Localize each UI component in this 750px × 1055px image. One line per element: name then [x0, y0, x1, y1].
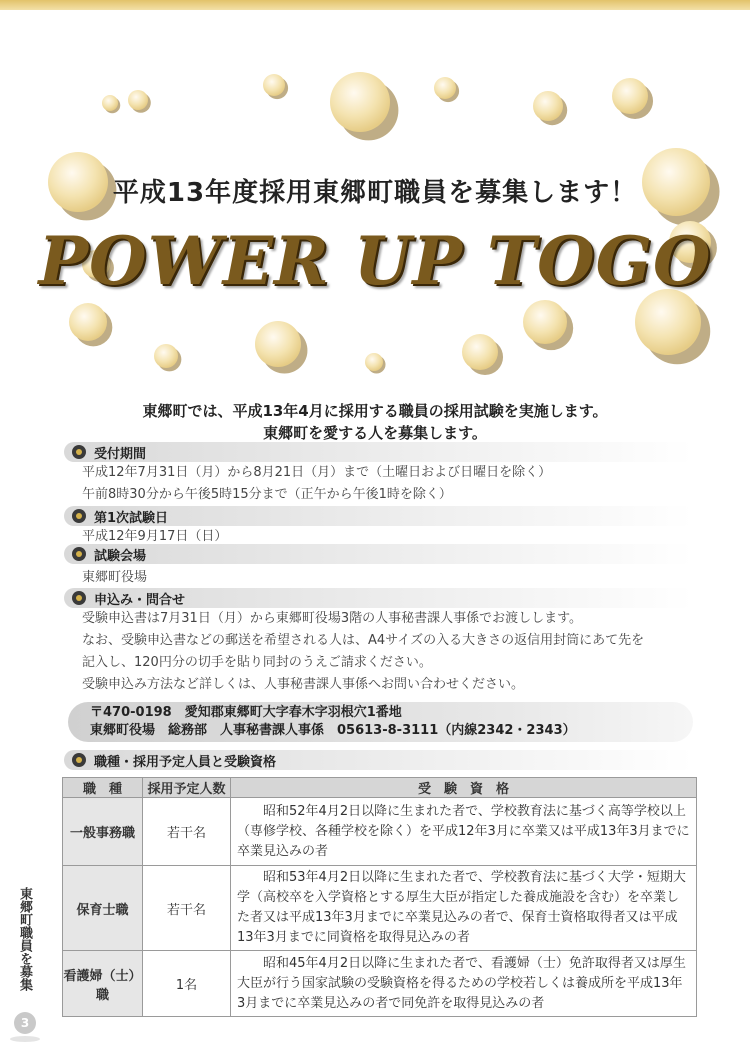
- bubble: [523, 300, 567, 344]
- section-reception: [64, 442, 694, 506]
- qualification-cell: 昭和45年4月2日以降に生まれた者で、看護婦（士）免許取得者又は厚生大臣が行う国家試験の受験資格を得るための学校若しくは養成所を平成13年3月までに卒業見込みの者で同免許を取得見込みの者: [231, 951, 697, 1017]
- top-accent-band: [0, 0, 750, 10]
- table-row: [63, 951, 697, 1017]
- bullet-icon: [72, 509, 86, 523]
- job-cell: 保育士職: [63, 866, 143, 951]
- bubble: [365, 353, 383, 371]
- side-title: 東郷町職員を募集: [17, 887, 32, 991]
- section-line: 平成12年7月31日（月）から8月21日（月）まで（土曜日および日曜日を除く）: [82, 465, 552, 480]
- bubble: [462, 334, 498, 370]
- section-line: なお、受験申込書などの郵送を希望される人は、A4サイズの入る大きさの返信用封筒にあて先を: [82, 633, 645, 648]
- section-title: 第1次試験日: [94, 510, 169, 526]
- section-heading: [64, 442, 694, 462]
- section-heading: [64, 544, 694, 564]
- section-title: 試験会場: [94, 548, 147, 564]
- count-cell: 若干名: [143, 798, 231, 866]
- section-heading: [64, 588, 694, 608]
- bubble: [255, 321, 301, 367]
- section-title: 申込み・問合せ: [94, 592, 186, 608]
- intro-text: [0, 400, 750, 444]
- contact-address: 〒470-0198 愛知郡東郷町大字春木字羽根穴1番地: [90, 705, 402, 720]
- section-apply: [64, 588, 694, 696]
- qualification-cell: 昭和52年4月2日以降に生まれた者で、学校教育法に基づく高等学校以上（専修学校、各種学校を除く）を平成12年3月に卒業又は平成13年3月までに卒業見込みの者: [231, 798, 697, 866]
- job-cell: 一般事務職: [63, 798, 143, 866]
- section-line: 受験申込み方法など詳しくは、人事秘書課人事係へお問い合わせください。: [82, 677, 525, 692]
- table-row: [63, 866, 697, 951]
- bullet-icon: [72, 753, 86, 767]
- bubble: [533, 91, 563, 121]
- qualification-cell: 昭和53年4月2日以降に生まれた者で、学校教育法に基づく大学・短期大学（高校卒を入学資格とする厚生大臣が指定した養成施設を含む）を卒業した者又は平成13年3月までに卒業見込みの者で、保育士資格取得者又は平成13年3月までに同資格を取得見込みの者: [231, 866, 697, 951]
- page-headline: POWER UP TOGO: [38, 222, 712, 300]
- contact-box: [68, 702, 693, 742]
- bubble: [263, 74, 285, 96]
- bubble: [612, 78, 648, 114]
- job-cell: 看護婦（士）職: [63, 951, 143, 1017]
- intro-line: 東郷町を愛する人を募集します。: [263, 424, 487, 442]
- section-heading: [64, 506, 694, 526]
- page-number-shadow: [10, 1036, 40, 1042]
- bubble: [154, 344, 178, 368]
- section-line: 平成12年9月17日（日）: [82, 529, 228, 544]
- section-title: 受付期間: [94, 446, 147, 462]
- section-heading: [64, 750, 694, 770]
- intro-line: 東郷町では、平成13年4月に採用する職員の採用試験を実施します。: [142, 402, 608, 420]
- bubble: [434, 77, 456, 99]
- section-line: 記入し、120円分の切手を貼り同封のうえご請求ください。: [82, 655, 432, 670]
- bubble: [102, 95, 118, 111]
- section-title: 職種・採用予定人員と受験資格: [94, 754, 277, 770]
- bubble: [128, 90, 148, 110]
- header-qualification: 受 験 資 格: [231, 778, 697, 798]
- page-number: 3: [14, 1012, 36, 1034]
- count-cell: 1名: [143, 951, 231, 1017]
- section-venue: [64, 544, 694, 589]
- table-row: [63, 798, 697, 866]
- section-line: 受験申込書は7月31日（月）から東郷町役場3階の人事秘書課人事係でお渡しします。: [82, 611, 583, 626]
- count-cell: 若干名: [143, 866, 231, 951]
- section-exam-date: [64, 506, 694, 548]
- bullet-icon: [72, 547, 86, 561]
- header-count: 採用予定人数: [143, 778, 231, 798]
- bubble: [330, 72, 390, 132]
- jobs-table: [62, 777, 697, 1017]
- section-line: 東郷町役場: [82, 570, 148, 585]
- bullet-icon: [72, 591, 86, 605]
- section-line: 午前8時30分から午後5時15分まで（正午から午後1時を除く）: [82, 487, 452, 502]
- bubble: [69, 303, 107, 341]
- section-body: [64, 608, 694, 696]
- page-subtitle: 平成13年度採用東郷町職員を募集します！: [112, 178, 638, 208]
- header-job: 職 種: [63, 778, 143, 798]
- table-header-row: [63, 778, 697, 798]
- section-jobs: [64, 750, 694, 770]
- section-body: [64, 462, 694, 506]
- section-body: [64, 564, 694, 589]
- contact-phone: 東郷町役場 総務部 人事秘書課人事係 05613-8-3111（内線2342・2343）: [90, 723, 576, 738]
- bullet-icon: [72, 445, 86, 459]
